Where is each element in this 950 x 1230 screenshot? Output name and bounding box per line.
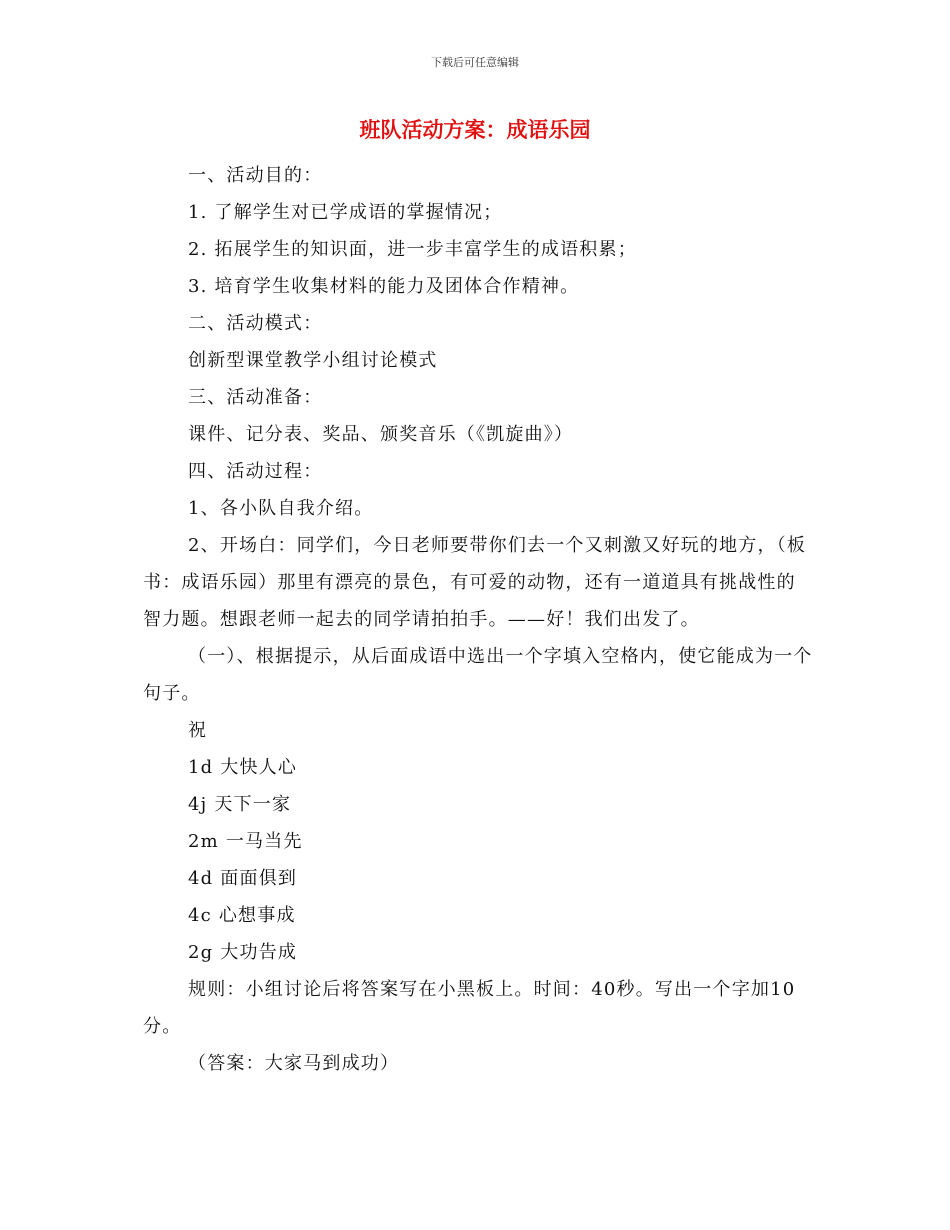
paragraph: 4j 天下一家 bbox=[188, 794, 292, 815]
paragraph: （一）、根据提示，从后面成语中选出一个字填入空格内，使它能成为一个句子。 bbox=[143, 646, 813, 704]
page-header: 下载后可任意编辑 bbox=[431, 56, 519, 69]
paragraph: （答案：大家马到成功） bbox=[188, 1053, 400, 1074]
paragraph: 2. 拓展学生的知识面，进一步丰富学生的成语积累； bbox=[188, 239, 637, 260]
paragraph: 2、开场白：同学们，今日老师要带你们去一个又刺激又好玩的地方，（板书：成语乐园）那里有漂亮的景色，有可爱的动物，还有一道道具有挑战性的智力题。想跟老师一起去的同学请拍拍手。——好！我们出发了。 bbox=[143, 535, 807, 630]
paragraph: 4c 心想事成 bbox=[188, 905, 296, 926]
paragraph: 4d 面面俱到 bbox=[188, 868, 298, 889]
paragraph: 3. 培育学生收集材料的能力及团体合作精神。 bbox=[188, 276, 580, 297]
paragraph: 2g 大功告成 bbox=[188, 942, 298, 963]
paragraph: 三、活动准备： bbox=[188, 387, 323, 408]
paragraph: 1. 了解学生对已学成语的掌握情况； bbox=[188, 202, 503, 223]
paragraph: 创新型课堂教学小组讨论模式 bbox=[188, 350, 438, 371]
paragraph: 四、活动过程： bbox=[188, 461, 323, 482]
paragraph: 2m 一马当先 bbox=[188, 831, 303, 852]
paragraph: 一、活动目的： bbox=[188, 165, 323, 186]
paragraph: 课件、记分表、奖品、颁奖音乐（《凯旋曲》） bbox=[188, 424, 574, 445]
paragraph: 1、各小队自我介绍。 bbox=[188, 498, 374, 519]
document-body bbox=[143, 157, 813, 1082]
paragraph: 二、活动模式： bbox=[188, 313, 323, 334]
document-title: 班队活动方案：成语乐园 bbox=[359, 118, 591, 142]
paragraph: 祝 bbox=[188, 720, 208, 741]
paragraph: 1d 大快人心 bbox=[188, 757, 298, 778]
paragraph: 规则：小组讨论后将答案写在小黑板上。时间：40秒。写出一个字加10分。 bbox=[143, 979, 796, 1037]
